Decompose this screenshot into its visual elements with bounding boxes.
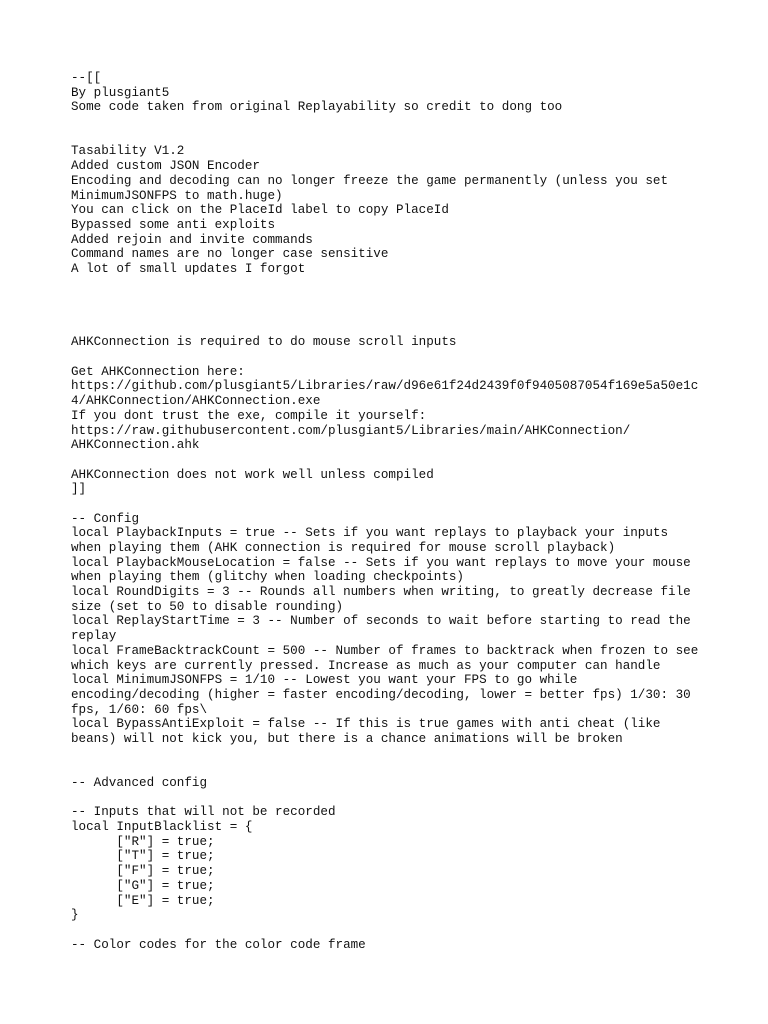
code-line: local InputBlacklist = { xyxy=(71,820,253,835)
code-line xyxy=(71,277,751,292)
code-line: 4/AHKConnection/AHKConnection.exe xyxy=(71,394,321,409)
code-line: local MinimumJSONFPS = 1/10 -- Lowest you want your FPS to go while xyxy=(71,673,578,688)
code-line: ["T"] = true; xyxy=(71,849,215,864)
code-line: local RoundDigits = 3 -- Rounds all numbers when writing, to greatly decrease file xyxy=(71,585,691,600)
code-line: Encoding and decoding can no longer freeze the game permanently (unless you set xyxy=(71,173,669,188)
code-line: -- Advanced config xyxy=(71,776,208,790)
code-line xyxy=(71,350,751,365)
code-line xyxy=(71,453,751,468)
code-line xyxy=(71,115,751,130)
code-line: A lot of small updates I forgot xyxy=(71,261,306,276)
code-line: ["E"] = true; xyxy=(71,893,215,908)
code-line: encoding/decoding (higher = faster encoding/decoding, lower = better fps) 1/30: 30 xyxy=(71,687,691,702)
code-line: } xyxy=(71,908,79,923)
code-line: when playing them (AHK connection is required for mouse scroll playback) xyxy=(71,541,616,555)
code-line: Added rejoin and invite commands xyxy=(71,232,313,247)
code-line: beans) will not kick you, but there is a chance animations will be broken xyxy=(71,731,623,746)
code-line: when playing them (glitchy when loading checkpoints) xyxy=(71,570,464,585)
code-line: ["G"] = true; xyxy=(71,878,215,893)
code-line: https://github.com/plusgiant5/Libraries/raw/d96e61f24d2439f0f9405087054f169e5a50e1c xyxy=(71,379,699,394)
code-line: Get AHKConnection here: xyxy=(71,364,245,379)
code-line: Bypassed some anti exploits xyxy=(71,217,276,232)
code-line: By plusgiant5 xyxy=(71,85,170,100)
code-line xyxy=(71,747,751,762)
code-line: fps, 1/60: 60 fps\ xyxy=(71,702,208,717)
code-line xyxy=(71,321,751,336)
code-line: ["R"] = true; xyxy=(71,834,215,849)
code-line: size (set to 50 to disable rounding) xyxy=(71,599,344,614)
code-line xyxy=(71,291,751,306)
code-line xyxy=(71,923,751,938)
code-line xyxy=(71,791,751,806)
code-line: Added custom JSON Encoder xyxy=(71,159,260,174)
code-line: MinimumJSONFPS to math.huge) xyxy=(71,188,283,203)
code-line: https://raw.githubusercontent.com/plusgiant5/Libraries/main/AHKConnection/ xyxy=(71,423,631,438)
code-line: ["F"] = true; xyxy=(71,864,215,879)
code-line: If you dont trust the exe, compile it yourself: xyxy=(71,408,427,423)
code-line: -- Inputs that will not be recorded xyxy=(71,805,336,820)
code-line: AHKConnection.ahk xyxy=(71,438,200,453)
code-line: replay xyxy=(71,629,117,644)
code-listing xyxy=(71,71,751,952)
code-line: Some code taken from original Replayability so credit to dong too xyxy=(71,100,563,115)
code-line: local PlaybackInputs = true -- Sets if you want replays to playback your inputs xyxy=(71,526,669,541)
code-line: ]] xyxy=(71,482,87,497)
code-line: -- Config xyxy=(71,511,140,526)
code-line xyxy=(71,497,751,512)
code-line: which keys are currently pressed. Increase as much as your computer can handle xyxy=(71,658,661,673)
code-line: AHKConnection does not work well unless compiled xyxy=(71,467,434,482)
code-line: local ReplayStartTime = 3 -- Number of seconds to wait before starting to read the xyxy=(71,614,691,629)
code-line: local BypassAntiExploit = false -- If this is true games with anti cheat (like xyxy=(71,717,661,732)
code-line: --[[ xyxy=(71,71,102,85)
code-line: Tasability V1.2 xyxy=(71,144,185,159)
code-line: local PlaybackMouseLocation = false -- Sets if you want replays to move your mouse xyxy=(71,555,691,570)
code-line: You can click on the PlaceId label to copy PlaceId xyxy=(71,203,449,218)
code-line xyxy=(71,130,751,145)
code-line xyxy=(71,306,751,321)
code-line: local FrameBacktrackCount = 500 -- Number of frames to backtrack when frozen to see xyxy=(71,643,699,658)
code-line: -- Color codes for the color code frame xyxy=(71,937,366,952)
code-line: Command names are no longer case sensitive xyxy=(71,247,389,262)
code-line: AHKConnection is required to do mouse scroll inputs xyxy=(71,335,457,350)
code-line xyxy=(71,761,751,776)
